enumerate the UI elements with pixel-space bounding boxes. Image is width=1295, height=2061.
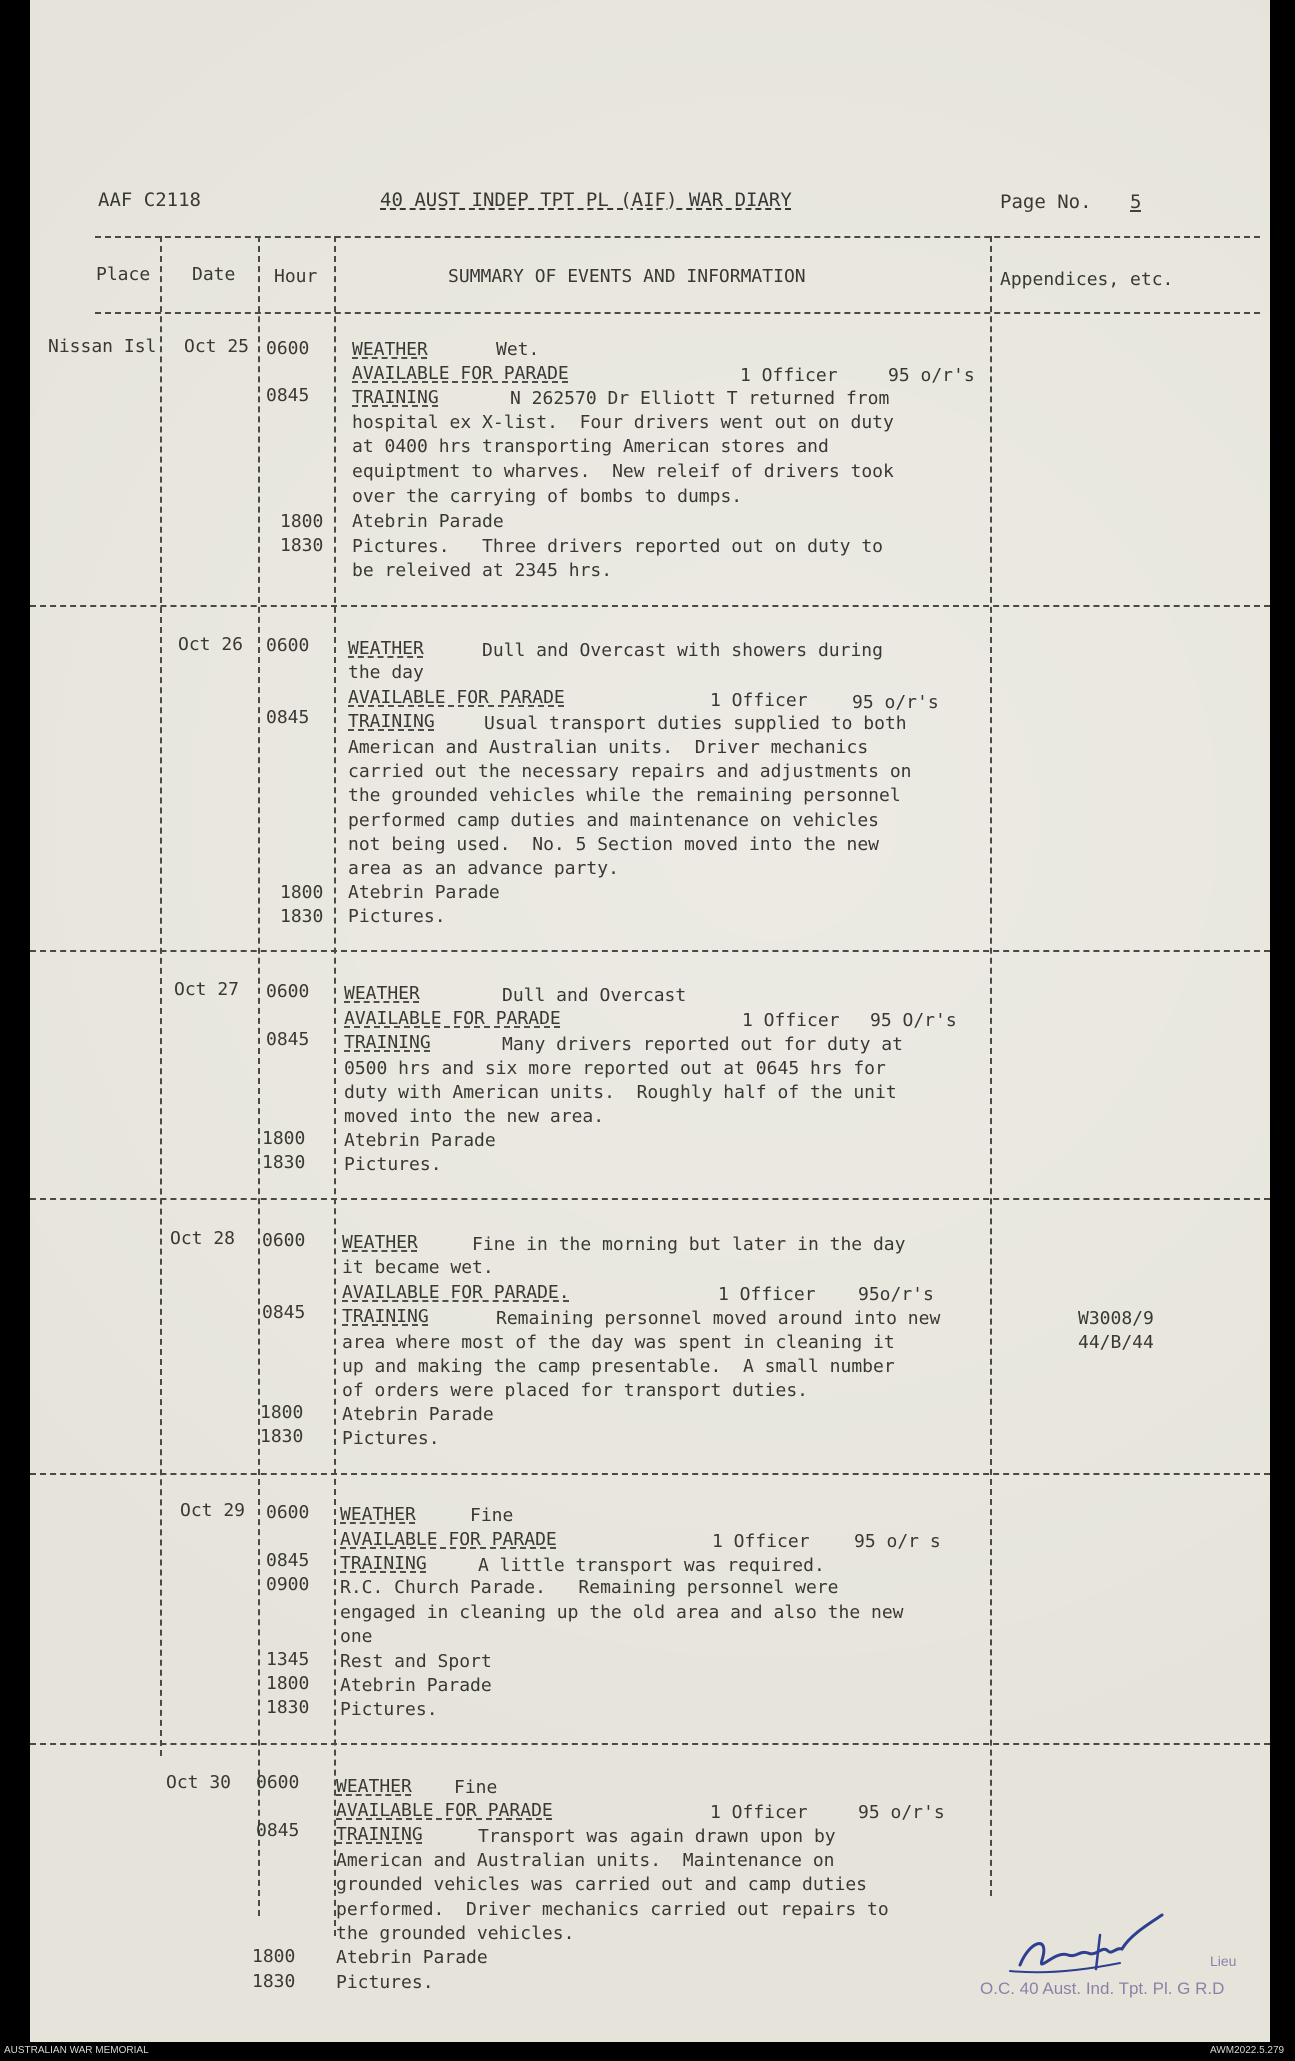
weather-label: WEATHER [352, 339, 428, 360]
entry-line: R.C. Church Parade. Remaining personnel were [340, 1577, 839, 1598]
entry-hour: 1830 [280, 906, 324, 927]
weather-text-continued: the day [348, 662, 424, 683]
entry-line: of orders were placed for transport duties. [342, 1380, 808, 1401]
entry-line: Pictures. [336, 1972, 434, 1993]
entry-line: up and making the camp presentable. A small number [342, 1356, 895, 1377]
entry-line: not being used. No. 5 Section moved into the new [348, 834, 880, 855]
parade-officers: 1 Officer [742, 1010, 840, 1031]
entry-hour: 1830 [262, 1152, 306, 1173]
column-header-date: Date [192, 264, 236, 285]
entry-hour: 1800 [280, 511, 324, 532]
page-number: 5 [1130, 191, 1142, 213]
row-rule-2 [30, 950, 1270, 952]
entry-hour: 1830 [260, 1426, 304, 1447]
parade-officers: 1 Officer [712, 1531, 810, 1552]
column-header-summary: SUMMARY OF EVENTS AND INFORMATION [448, 266, 806, 287]
weather-text: Fine [470, 1505, 514, 1526]
entry-hour: 1345 [266, 1649, 310, 1670]
entry-hour: 0600 [266, 338, 310, 359]
entry-line: grounded vehicles was carried out and camp duties [336, 1874, 868, 1895]
parade-officers: 1 Officer [710, 690, 808, 711]
weather-label: WEATHER [344, 983, 420, 1004]
row-rule-5 [30, 1743, 1270, 1745]
entry-line: Rest and Sport [340, 1651, 492, 1672]
entry-hour: 0845 [256, 1820, 300, 1841]
entry-line: Transport was again drawn upon by [478, 1826, 836, 1847]
entry-hour: 1830 [266, 1697, 310, 1718]
parade-officers: 1 Officer [718, 1284, 816, 1305]
training-label: TRAINING [340, 1553, 427, 1574]
row-rule-4 [30, 1473, 1270, 1475]
entry-line: 0500 hrs and six more reported out at 0645 hrs for [344, 1058, 886, 1079]
entry-line: American and Australian units. Maintenance on [336, 1850, 835, 1871]
entry-line: A little transport was required. [478, 1555, 825, 1576]
column-rule-place [160, 236, 162, 1756]
header-bottom-rule [95, 312, 1260, 314]
entry-line: performed. Driver mechanics carried out repairs to [336, 1899, 889, 1920]
entry-line: moved into the new area. [344, 1106, 605, 1127]
column-header-place: Place [96, 264, 151, 285]
entry-hour: 1800 [266, 1673, 310, 1694]
parade-officers: 1 Officer [710, 1802, 808, 1823]
entry-line: N 262570 Dr Elliott T returned from [510, 388, 890, 409]
entry-line: be releived at 2345 hrs. [352, 560, 613, 581]
weather-label: WEATHER [348, 638, 424, 659]
entry-line: hospital ex X-list. Four drivers went out on duty [352, 412, 894, 433]
training-label: TRAINING [344, 1032, 431, 1053]
entry-line: Atebrin Parade [344, 1130, 496, 1151]
entry-line: Pictures. Three drivers reported out on duty to [352, 536, 884, 557]
parade-label: AVAILABLE FOR PARADE [348, 687, 565, 708]
stamp-line: O.C. 40 Aust. Ind. Tpt. Pl. G R.D [980, 1979, 1225, 1998]
parade-officers: 1 Officer [740, 365, 838, 386]
column-header-hour: Hour [274, 266, 318, 287]
table-top-rule [95, 236, 1260, 238]
entry-line: Pictures. [348, 906, 446, 927]
column-rule-date [258, 236, 260, 1916]
form-code: AAF C2118 [98, 189, 201, 211]
entry-hour: 0600 [266, 981, 310, 1002]
entry-place: Nissan Isl [48, 336, 157, 357]
weather-text-continued: it became wet. [342, 1257, 494, 1278]
archive-footer-right: AWM2022.5.279 [1210, 2045, 1285, 2056]
training-label: TRAINING [342, 1306, 429, 1327]
entry-hour: 0845 [266, 707, 310, 728]
entry-hour: 1800 [280, 882, 324, 903]
entry-line: Atebrin Parade [348, 882, 500, 903]
column-rule-summary [990, 236, 992, 1896]
training-label: TRAINING [348, 711, 435, 732]
entry-line: Atebrin Parade [342, 1404, 494, 1425]
entry-hour: 0845 [266, 385, 310, 406]
parade-label: AVAILABLE FOR PARADE [336, 1800, 553, 1821]
entry-line: American and Australian units. Driver mechanics [348, 737, 869, 758]
parade-label: AVAILABLE FOR PARADE. [342, 1282, 570, 1303]
parade-label: AVAILABLE FOR PARADE [352, 363, 569, 384]
entry-hour: 0845 [266, 1550, 310, 1571]
entry-line: the grounded vehicles while the remaining personnel [348, 785, 901, 806]
weather-text: Fine [454, 1777, 498, 1798]
weather-text: Dull and Overcast with showers during [482, 640, 883, 661]
entry-line: Usual transport duties supplied to both [484, 713, 907, 734]
entry-line: Many drivers reported out for duty at [502, 1034, 903, 1055]
entry-line: the grounded vehicles. [336, 1923, 575, 1944]
column-rule-hour [334, 236, 336, 1936]
entry-line: Pictures. [340, 1699, 438, 1720]
appendix-reference: W3008/9 [1078, 1308, 1154, 1329]
entry-hour: 0845 [266, 1029, 310, 1050]
entry-line: carried out the necessary repairs and adjustments on [348, 761, 912, 782]
weather-text: Wet. [496, 339, 540, 360]
page-label: Page No. [1000, 191, 1092, 213]
entry-line: engaged in cleaning up the old area and also the new [340, 1602, 904, 1623]
weather-label: WEATHER [340, 1504, 416, 1525]
entry-hour: 0600 [262, 1230, 306, 1251]
entry-line: performed camp duties and maintenance on vehicles [348, 810, 880, 831]
entry-date: Oct 25 [184, 336, 250, 357]
unit-stamp [980, 1905, 1295, 2010]
parade-ors: 95 o/r's [888, 365, 975, 386]
entry-hour: 0845 [262, 1302, 306, 1323]
entry-hour: 0600 [256, 1772, 300, 1793]
parade-ors: 95 o/r's [858, 1802, 945, 1823]
entry-hour: 1800 [262, 1128, 306, 1149]
entry-line: over the carrying of bombs to dumps. [352, 486, 743, 507]
entry-line: equiptment to wharves. New releif of drivers took [352, 461, 894, 482]
parade-ors: 95 o/r s [854, 1531, 941, 1552]
entry-line: Pictures. [344, 1154, 442, 1175]
entry-line: at 0400 hrs transporting American stores and [352, 436, 829, 457]
entry-line: one [340, 1626, 373, 1647]
training-label: TRAINING [352, 387, 439, 408]
parade-label: AVAILABLE FOR PARADE [340, 1529, 557, 1550]
entry-line: Remaining personnel moved around into new [496, 1308, 941, 1329]
appendix-reference: 44/B/44 [1078, 1332, 1154, 1353]
weather-label: WEATHER [336, 1776, 412, 1797]
entry-date: Oct 29 [180, 1500, 246, 1521]
diary-page [30, 0, 1270, 2042]
training-label: TRAINING [336, 1824, 423, 1845]
entry-hour: 1800 [260, 1402, 304, 1423]
stamp-rank: Lieu [1210, 1953, 1237, 1969]
diary-title: 40 AUST INDEP TPT PL (AIF) WAR DIARY [380, 189, 792, 211]
entry-line: area where most of the day was spent in cleaning it [342, 1332, 895, 1353]
entry-line: area as an advance party. [348, 858, 619, 879]
entry-date: Oct 28 [170, 1228, 236, 1249]
archive-footer-left: AUSTRALIAN WAR MEMORIAL [4, 2045, 149, 2056]
weather-text: Dull and Overcast [502, 985, 687, 1006]
parade-ors: 95 o/r's [852, 692, 939, 713]
weather-text: Fine in the morning but later in the day [472, 1234, 906, 1255]
row-rule-1 [30, 605, 1270, 607]
entry-hour: 0600 [266, 635, 310, 656]
entry-date: Oct 27 [174, 979, 240, 1000]
column-header-appendices: Appendices, etc. [1000, 269, 1174, 290]
row-rule-3 [30, 1198, 1270, 1200]
entry-hour: 1830 [280, 535, 324, 556]
entry-line: Atebrin Parade [340, 1675, 492, 1696]
entry-date: Oct 26 [178, 634, 244, 655]
entry-hour: 0600 [266, 1502, 310, 1523]
weather-label: WEATHER [342, 1232, 418, 1253]
entry-line: Atebrin Parade [352, 511, 504, 532]
entry-line: Pictures. [342, 1428, 440, 1449]
entry-hour: 1800 [252, 1946, 296, 1967]
entry-date: Oct 30 [166, 1772, 232, 1793]
entry-hour: 1830 [252, 1971, 296, 1992]
parade-ors: 95 O/r's [870, 1010, 957, 1031]
parade-ors: 95o/r's [858, 1284, 934, 1305]
parade-label: AVAILABLE FOR PARADE [344, 1008, 561, 1029]
entry-line: Atebrin Parade [336, 1947, 488, 1968]
entry-line: duty with American units. Roughly half of the unit [344, 1082, 897, 1103]
entry-hour: 0900 [266, 1574, 310, 1595]
